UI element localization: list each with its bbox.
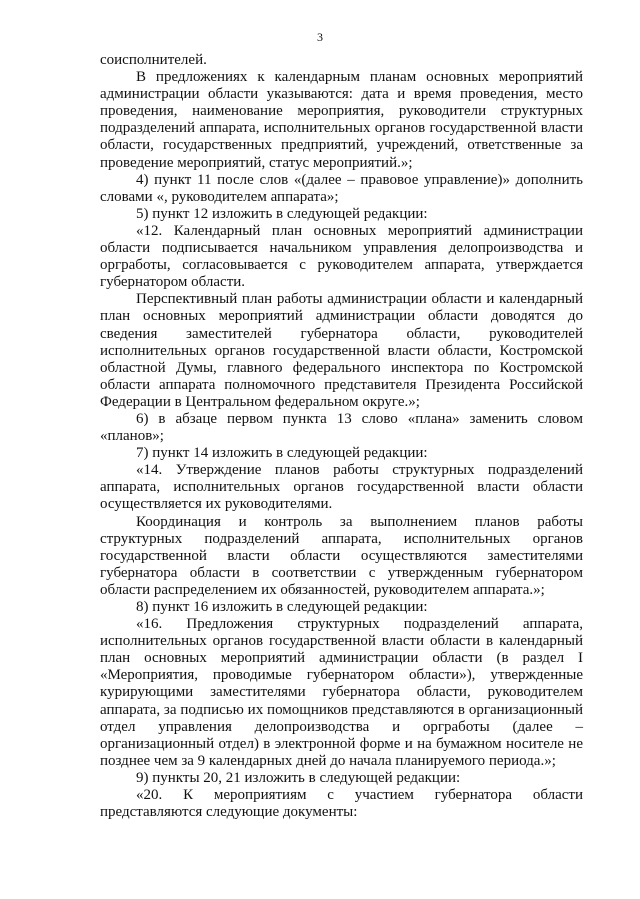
paragraph-item-4: 4) пункт 11 после слов «(далее – правовое управление)» дополнить словами «, руководителем аппарата»; [100, 171, 583, 205]
paragraph-clause-12: «12. Календарный план основных мероприятий администрации области подписывается начальником управления делопроизводства и оргработы, согласовывается с руководителем аппарата, утверждается губернатором области. [100, 222, 583, 291]
paragraph-calendar-plan-proposals: В предложениях к календарным планам основных мероприятий администрации области указываются: дата и время проведения, место проведения, наименование мероприятия, руководители структурных подразделений аппарата, исполнительных органов государственной власти области, государственных предприятий, учреждений, ответственные за проведение мероприятий, статус мероприятий.»; [100, 69, 583, 171]
paragraph-item-9: 9) пункты 20, 21 изложить в следующей редакции: [136, 769, 461, 786]
paragraph-clause-16: «16. Предложения структурных подразделений аппарата, исполнительных органов государственной власти области в календарный план основных мероприятий администрации области (в раздел I «Мероприятия, проводимые губернатором области»), утвержденные курирующими заместителями губернатора области, руководителем аппарата, за подписью их помощников представляются в организационный отдел управления делопроизводства и оргработы (далее – организационный отдел) в электронной форме и на бумажном носителе не позднее чем за 9 календарных дней до начала планируемого периода.»; [100, 616, 583, 769]
paragraph-item-8: 8) пункт 16 изложить в следующей редакции: [136, 599, 428, 615]
document-body [100, 52, 583, 821]
paragraph-clause-20: «20. К мероприятиям с участием губернатора области представляются следующие документы: [100, 787, 583, 821]
page-number: 3 [317, 30, 323, 44]
paragraph-item-7: 7) пункт 14 изложить в следующей редакции: [136, 445, 428, 462]
paragraph-perspective-plan: Перспективный план работы администрации области и календарный план основных мероприятий администрации области доводятся до сведения заместителей губернатора области, руководителей исполнительных органов государственной власти области, Костромской областной Думы, главного федерального инспектора по Костромской области аппарата полномочного представителя Президента Российской Федерации в Центральном федеральном округе.»; [100, 291, 583, 410]
paragraph-clause-14: «14. Утверждение планов работы структурных подразделений аппарата, исполнительных органов государственной власти области осуществляется их руководителями. [100, 462, 583, 513]
paragraph-item-5: 5) пункт 12 изложить в следующей редакции: [136, 205, 428, 222]
paragraph-coordination: Координация и контроль за выполнением планов работы структурных подразделений аппарата, исполнительных органов государственной власти области осуществляются заместителями губернатора области в соответствии с утвержденным губернатором области распределением их обязанностей, руководителем аппарата.»; [100, 513, 583, 598]
paragraph-continuation: соисполнителей. [100, 52, 207, 68]
paragraph-item-6: 6) в абзаце первом пункта 13 слово «плана» заменить словом «планов»; [100, 410, 583, 445]
